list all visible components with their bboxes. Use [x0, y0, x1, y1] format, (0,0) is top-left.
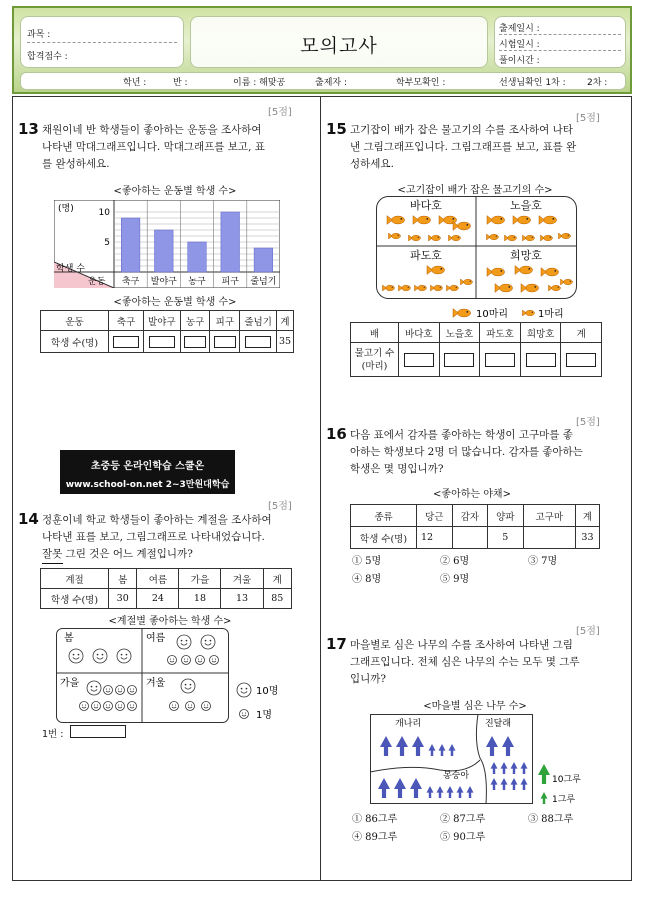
- smiley-small-icon: [92, 702, 101, 711]
- y-tick-label: 10: [98, 208, 110, 218]
- answer-box[interactable]: [214, 336, 236, 348]
- q14-answer-box[interactable]: [70, 725, 126, 738]
- legend-big-label: 10마리: [476, 309, 509, 320]
- q13-text-line: 나타낸 막대그래프입니다. 막대그래프를 보고, 표: [42, 141, 265, 153]
- answer-box[interactable]: [184, 336, 206, 348]
- smiley-small-icon: [116, 686, 125, 695]
- q16-text-line: 아하는 학생보다 2명 더 많습니다. 감자를 좋아하는: [350, 446, 583, 458]
- q15-number: 15: [326, 120, 347, 138]
- q14-text-line: 나타낸 표를 보고, 그림그래프로 나타내었습니다.: [42, 531, 265, 543]
- legend-icons: [538, 764, 550, 804]
- season-label: 봄: [64, 633, 74, 644]
- table-row: [351, 527, 600, 549]
- table-cell: 30: [109, 589, 137, 609]
- category-label: 줄넘기: [250, 277, 277, 287]
- table-header-cell: 감자: [452, 505, 488, 527]
- q17-text: [350, 637, 580, 688]
- chart-corner-label: 학생 수: [56, 264, 85, 274]
- category-label: 피구: [221, 277, 239, 287]
- q14-text-line: 정훈이네 학교 학생들이 좋아하는 계절을 조사하여: [42, 514, 272, 526]
- table-row: [351, 343, 602, 377]
- table-row: [41, 589, 292, 609]
- village-label: 진달래: [484, 719, 512, 729]
- legend-big-label: 10그루: [552, 775, 581, 785]
- smiley-small-icon: [240, 710, 249, 719]
- q13-table-caption: <좋아하는 운동별 학생 수>: [113, 297, 237, 308]
- q16-text-line: 학생은 몇 명입니까?: [350, 463, 444, 475]
- q15-text-line: 고기잡이 배가 잡은 물고기의 수를 조사하여 나타: [350, 124, 573, 136]
- answer-cell[interactable]: [520, 343, 561, 377]
- q17-picture-graph: [370, 712, 600, 806]
- q14-picture-graph: [56, 628, 288, 724]
- table-cell: 12: [417, 527, 453, 549]
- bar-축구: [121, 218, 140, 272]
- q14-table: [40, 568, 292, 609]
- legend-big-label: 10명: [256, 686, 279, 697]
- q15-text-line: 낸 그림그래프입니다. 그림그래프를 보고, 표를 완: [350, 141, 577, 153]
- table-cell: 18: [179, 589, 221, 609]
- ad-banner[interactable]: [60, 450, 235, 494]
- q16-number: 16: [326, 425, 347, 443]
- q15-table: [350, 322, 602, 377]
- season-label: 여름: [146, 633, 166, 644]
- smiley-big-icon: [177, 635, 191, 649]
- smiley-big-icon: [201, 635, 215, 649]
- q16-option[interactable]: ④ 8명: [352, 574, 382, 585]
- answer-cell[interactable]: [240, 331, 277, 353]
- smiley-small-icon: [104, 686, 113, 695]
- subject-label: 과목 :: [27, 30, 51, 40]
- q14-points: [5점]: [268, 501, 292, 512]
- table-header-cell: 배: [351, 323, 399, 343]
- q16-table: [350, 504, 600, 549]
- boat-label: 파도호: [410, 249, 442, 262]
- answer-cell[interactable]: [109, 331, 144, 353]
- category-label: 농구: [188, 277, 206, 287]
- table-header-cell: 봄: [109, 569, 137, 589]
- answer-cell[interactable]: [180, 331, 210, 353]
- table-header-row: [41, 311, 294, 331]
- table-header-cell: 파도호: [480, 323, 521, 343]
- village-label: 봉숭아: [442, 771, 470, 781]
- table-header-cell: 계: [575, 505, 599, 527]
- q14-text: [42, 512, 272, 563]
- student-info-strip: [20, 72, 626, 90]
- table-row: [41, 331, 294, 353]
- season-label: 겨울: [146, 678, 166, 689]
- table-header-cell: 가을: [179, 569, 221, 589]
- table-cell: 24: [137, 589, 179, 609]
- q13-text-line: 를 완성하세요.: [42, 158, 110, 170]
- header-title-box: [190, 16, 488, 68]
- column-divider: [320, 96, 321, 881]
- smiley-big-icon: [181, 679, 195, 693]
- bar-피구: [221, 212, 240, 272]
- smiley-small-icon: [104, 702, 113, 711]
- answer-cell[interactable]: [561, 343, 602, 377]
- subject-line: [27, 42, 177, 43]
- table-header-cell: 농구: [180, 311, 210, 331]
- table-cell: 33: [575, 527, 599, 549]
- table-header-cell: 겨울: [221, 569, 263, 589]
- smiley-small-icon: [116, 702, 125, 711]
- answer-cell[interactable]: [439, 343, 480, 377]
- table-header-cell: 당근: [417, 505, 453, 527]
- q17-graph-caption: <마을별 심은 나무 수>: [423, 701, 527, 712]
- q13-bar-chart: [54, 200, 280, 288]
- bar-농구: [188, 242, 207, 272]
- table-header-cell: 발야구: [143, 311, 180, 331]
- answer-box[interactable]: [113, 336, 139, 348]
- answer-box[interactable]: [404, 353, 434, 367]
- q15-points: [5점]: [576, 113, 600, 124]
- q16-table-caption: <좋아하는 야채>: [433, 489, 511, 500]
- q15-text-line: 성하세요.: [350, 158, 394, 170]
- table-header-cell: 계: [263, 569, 291, 589]
- q15-picture-graph: [376, 196, 578, 300]
- smiley-small-icon: [210, 656, 219, 665]
- table-header-cell: 계: [277, 311, 294, 331]
- table-cell: 5: [488, 527, 524, 549]
- table-header-row: [41, 569, 292, 589]
- header-right-box: [494, 16, 626, 68]
- smiley-big-icon: [93, 649, 107, 663]
- answer-cell[interactable]: [143, 331, 180, 353]
- legend-small-label: 1그루: [552, 795, 576, 805]
- village-label: 개나리: [394, 719, 422, 729]
- table-cell: [523, 527, 575, 549]
- q17-option[interactable]: ③ 88그루: [528, 814, 574, 825]
- exam-date-label: 시험일시 :: [499, 40, 540, 50]
- table-header-cell: 바다호: [399, 323, 440, 343]
- table-header-row: [351, 505, 600, 527]
- answer-box[interactable]: [526, 353, 556, 367]
- q17-text-line: 입니까?: [350, 673, 387, 685]
- parent-check-label: 학부모확인 :: [396, 78, 446, 88]
- answer-cell[interactable]: [480, 343, 521, 377]
- q13-chart-caption: <좋아하는 운동별 학생 수>: [113, 186, 237, 197]
- ad-line-1: 초중등 온라인학습 스쿨온: [90, 461, 205, 472]
- q13-number: 13: [18, 120, 39, 138]
- q16-points: [5점]: [576, 417, 600, 428]
- smiley-small-icon: [170, 702, 179, 711]
- q16-option[interactable]: ③ 7명: [528, 556, 558, 567]
- y-tick-label: 5: [104, 238, 110, 248]
- smiley-big-icon: [87, 681, 101, 695]
- table-header-cell: 피구: [210, 311, 240, 331]
- table-cell: 13: [221, 589, 263, 609]
- answer-cell[interactable]: [210, 331, 240, 353]
- name-label: 이름 : 해맞공: [233, 78, 286, 88]
- table-header-cell: 축구: [109, 311, 144, 331]
- q17-option[interactable]: ⑤ 90그루: [440, 832, 486, 843]
- table-header-row: [351, 323, 602, 343]
- page-title: 모의고사: [300, 35, 378, 57]
- smiley-small-icon: [128, 686, 137, 695]
- q17-option[interactable]: ① 86그루: [352, 814, 398, 825]
- q16-text-line: 다음 표에서 감자를 좋아하는 학생이 고구마를 좋: [350, 429, 573, 441]
- category-label: 축구: [121, 277, 140, 287]
- q16-option[interactable]: ② 6명: [440, 556, 470, 567]
- exam-header: [12, 6, 632, 94]
- tree-small-icon: [541, 792, 548, 804]
- q17-points: [5점]: [576, 626, 600, 637]
- q13-text-line: 채원이네 반 학생들이 좋아하는 운동을 조사하여: [42, 124, 262, 136]
- season-label: 가을: [60, 678, 80, 689]
- q14-text-line: 잘못 그린 것은 어느 계절입니까?: [42, 548, 193, 560]
- bar-줄넘기: [254, 248, 273, 272]
- q17-option[interactable]: ④ 89그루: [352, 832, 398, 843]
- table-header-cell: 종류: [351, 505, 417, 527]
- smiley-small-icon: [80, 702, 89, 711]
- smiley-small-icon: [196, 656, 205, 665]
- date-line: [499, 34, 621, 35]
- header-left-box: [20, 16, 184, 68]
- boat-label: 희망호: [510, 249, 542, 262]
- answer-cell[interactable]: [399, 343, 440, 377]
- smiley-big-icon: [69, 649, 83, 663]
- table-header-cell: 양파: [488, 505, 524, 527]
- answer-box[interactable]: [245, 336, 271, 348]
- fish-big-icon: [453, 309, 471, 318]
- q17-text-line: 그래프입니다. 전체 심은 나무의 수는 모두 몇 그루: [350, 656, 580, 668]
- answer-box[interactable]: [149, 336, 175, 348]
- q13-table: [40, 310, 294, 353]
- chart-ylabel: (명): [58, 204, 74, 214]
- grade-label: 학년 :: [123, 78, 147, 88]
- q14-number: 14: [18, 510, 39, 528]
- smiley-small-icon: [186, 702, 195, 711]
- tree-big-icon: [538, 764, 550, 784]
- category-label: 발야구: [150, 277, 177, 287]
- q14-graph-caption: <계절별 좋아하는 학생 수>: [108, 616, 232, 627]
- fish-small-icon: [523, 310, 535, 316]
- legend-icons: [237, 683, 251, 719]
- legend-small-label: 1마리: [538, 309, 564, 320]
- table-cell: 85: [263, 589, 291, 609]
- answer-box[interactable]: [485, 353, 515, 367]
- q17-option[interactable]: ② 87그루: [440, 814, 486, 825]
- q17-text-line: 마을별로 심은 나무의 수를 조사하여 나타낸 그림: [350, 639, 573, 651]
- q13-text: [42, 122, 265, 173]
- chart-xlabel: 운동: [88, 277, 106, 287]
- smiley-big-icon: [237, 683, 251, 697]
- smiley-small-icon: [202, 702, 211, 711]
- table-header-cell: 노을호: [439, 323, 480, 343]
- legend-small-label: 1명: [256, 710, 273, 721]
- table-header-cell: 희망호: [520, 323, 561, 343]
- boat-label: 바다호: [410, 199, 442, 212]
- smiley-small-icon: [128, 702, 137, 711]
- pass-score-label: 합격점수 :: [27, 52, 68, 62]
- exam-date-line: [499, 50, 621, 51]
- q15-text: [350, 122, 576, 173]
- total-cell: 35: [277, 331, 294, 353]
- table-header-cell: 고구마: [523, 505, 575, 527]
- smiley-big-icon: [117, 649, 131, 663]
- table-cell: [452, 527, 488, 549]
- second-check-label: 2차 :: [587, 78, 608, 88]
- q14-underline: [42, 563, 63, 564]
- smiley-small-icon: [182, 656, 191, 665]
- row-label: 물고기 수(마리): [351, 343, 399, 377]
- q13-points: [5점]: [268, 107, 292, 118]
- smiley-small-icon: [168, 656, 177, 665]
- row-label: 학생 수(명): [351, 527, 417, 549]
- table-header-cell: 계: [561, 323, 602, 343]
- boat-label: 노을호: [510, 199, 542, 212]
- class-label: 반 :: [173, 78, 188, 88]
- q15-graph-caption: <고기잡이 배가 잡은 물고기의 수>: [397, 185, 553, 196]
- row-label: 학생 수(명): [41, 331, 109, 353]
- teacher-check-label: 선생님확인 1차 :: [499, 78, 566, 88]
- answer-box[interactable]: [444, 353, 474, 367]
- q16-text: [350, 427, 583, 478]
- q16-option[interactable]: ⑤ 9명: [440, 574, 470, 585]
- q17-number: 17: [326, 635, 347, 653]
- row-label: 학생 수(명): [41, 589, 109, 609]
- table-header-cell: 운동: [41, 311, 109, 331]
- bar-발야구: [155, 230, 174, 272]
- table-header-cell: 줄넘기: [240, 311, 277, 331]
- q16-option[interactable]: ① 5명: [352, 556, 382, 567]
- date-label: 출제일시 :: [499, 24, 540, 34]
- q15-legend: [452, 304, 582, 322]
- answer-box[interactable]: [566, 353, 596, 367]
- table-header-cell: 계절: [41, 569, 109, 589]
- author-label: 출제자 :: [315, 78, 347, 88]
- q14-answer-label: 1번 :: [42, 729, 64, 740]
- table-header-cell: 여름: [137, 569, 179, 589]
- ad-line-2: www.school-on.net 2~3만원대학습: [65, 480, 230, 490]
- time-label: 풀이시간 :: [499, 56, 540, 66]
